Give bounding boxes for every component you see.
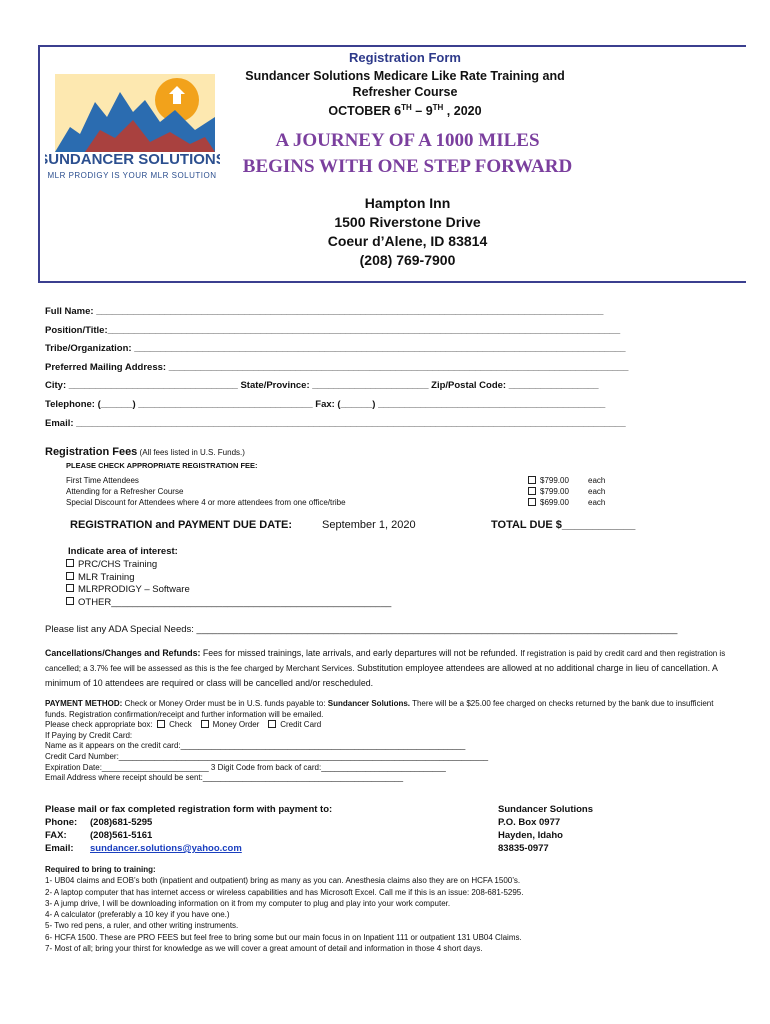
due-date-value: September 1, 2020	[322, 519, 416, 531]
checkbox-icon[interactable]	[201, 720, 209, 728]
list-item: 4- A calculator (preferably a 10 key if you have one.)	[45, 910, 230, 920]
card-expiration-field[interactable]: Expiration Date:________________________ 3 Digit Code from back of card:____________________________	[45, 762, 446, 772]
payment-method: PAYMENT METHOD: Check or Money Order must be in U.S. funds payable to: Sundancer Solutions. There will be a $25.00 fee charged on checks returned by the bank due to insufficient funds. Registration confirmation/receipt and further information will be emailed. Please check appropriate box: Check Money Order Credit Card If Paying by Credit Card: Name as it appears on the credit card:________________________________________________________________ Credit Card Number:___________________________________________________________________________________ Expiration Date:________________________ 3 Digit Code from back of card:____________________________ Email Address where receipt should be sent:_____________________________________________	[45, 699, 735, 784]
card-number-field[interactable]: Credit Card Number:___________________________________________________________________________________	[45, 751, 489, 761]
email-field[interactable]: Email: ________________________________________________________________________________________________________	[45, 418, 626, 429]
logo-tagline: MLR PRODIGY IS YOUR MLR SOLUTION	[47, 171, 217, 180]
list-item: 5- Two red pens, a ruler, and other writing instruments.	[45, 921, 239, 931]
interest-option[interactable]: MLR Training	[66, 572, 135, 583]
checkbox-icon	[66, 597, 74, 605]
list-item: 2- A laptop computer that has internet access or wireless capabilities and has Microsoft Excel. Call me if this is an issue: 208-681-5295.	[45, 887, 524, 897]
card-name-field[interactable]: Name as it appears on the credit card:________________________________________________________________	[45, 741, 466, 751]
checkbox-icon[interactable]	[157, 720, 165, 728]
interest-heading: Indicate area of interest:	[68, 546, 178, 557]
course-dates: OCTOBER 6TH – 9TH , 2020	[328, 103, 482, 119]
fee-row-label: Attending for a Refresher Course	[66, 487, 184, 496]
checkbox-icon	[528, 487, 536, 495]
due-date-label: REGISTRATION and PAYMENT DUE DATE:	[70, 519, 293, 531]
checkbox-icon	[66, 559, 74, 567]
fee-unit: each	[588, 476, 606, 485]
checkbox-icon	[66, 584, 74, 592]
city-state-zip-field[interactable]: City: ________________________________ State/Province: ______________________ Zip/Postal Code: _________________	[45, 380, 599, 391]
email-link[interactable]: sundancer.solutions@yahoo.com	[90, 843, 242, 854]
mail-instructions: Please mail or fax completed registration form with payment to: Phone: (208)681-5295 FAX: (208)561-5161 Email: sundancer.solutions@yahoo.com	[45, 804, 333, 854]
logo-name: SUNDANCER SOLUTIONS	[45, 151, 220, 168]
fee-row-label: First Time Attendees	[66, 476, 139, 485]
fee-unit: each	[588, 498, 606, 507]
checkbox-icon	[528, 476, 536, 484]
fee-option[interactable]: $799.00	[528, 487, 578, 496]
ada-needs-field[interactable]: Please list any ADA Special Needs: ___________________________________________________________________________________________	[45, 624, 678, 635]
form-title: Registration Form	[349, 50, 461, 65]
fee-option[interactable]: $699.00	[528, 498, 578, 507]
tribe-field[interactable]: Tribe/Organization: _____________________________________________________________________________________________	[45, 343, 626, 354]
checkbox-icon[interactable]	[268, 720, 276, 728]
mailing-address: Sundancer Solutions P.O. Box 0977 Hayden, Idaho 83835-0977	[498, 804, 594, 854]
venue-address: Hampton Inn 1500 Riverstone Drive Coeur d’Alene, ID 83814 (208) 769-7900	[327, 195, 488, 268]
list-item: 6- HCFA 1500. These are PRO FEES but feel free to bring some but our main focus in on Inpatient 111 or outpatient 131 UB04 Claims.	[45, 932, 522, 942]
checkbox-icon	[528, 498, 536, 506]
fees-heading: Registration Fees (All fees listed in U.S. Funds.)	[45, 446, 245, 458]
fee-option[interactable]: $799.00	[528, 476, 578, 485]
interest-option[interactable]: PRC/CHS Training	[66, 559, 157, 570]
interest-option[interactable]: MLRPRODIGY – Software	[66, 584, 190, 595]
checkbox-icon	[66, 572, 74, 580]
total-due-field[interactable]: TOTAL DUE $____________	[491, 519, 636, 531]
full-name-field[interactable]: Full Name: ________________________________________________________________________________________________	[45, 306, 604, 317]
sundancer-logo	[45, 72, 220, 182]
interest-option[interactable]: OTHER_____________________________________________________	[66, 597, 391, 608]
receipt-email-field[interactable]: Email Address where receipt should be sent:_____________________________________________	[45, 773, 404, 783]
course-title: Sundancer Solutions Medicare Like Rate Training and Refresher Course OCTOBER 6TH – 9TH , 2020	[210, 68, 600, 119]
slogan: A JOURNEY OF A 1000 MILES BEGINS WITH ONE STEP FORWARD	[242, 130, 573, 177]
fees-subheading: PLEASE CHECK APPROPRIATE REGISTRATION FEE:	[66, 461, 258, 470]
fee-unit: each	[588, 487, 606, 496]
fee-row-label: Special Discount for Attendees where 4 or more attendees from one office/tribe	[66, 498, 346, 507]
list-item: 1- UB04 claims and EOB’s both (inpatient and outpatient) bring as many as you can. Anesthesia claims also they are on HCFA 1500’s.	[45, 876, 521, 886]
required-items: Required to bring to training: 1- UB04 claims and EOB’s both (inpatient and outpatient) bring as many as you can. Anesthesia claims also they are on HCFA 1500’s. 2- A laptop computer that has internet access or wireless capabilities and has Microsoft Excel. Call me if this is an issue: 208-681-5295. 3- A jump drive, I will be downloading information on it from my computer to plug and play into your work computer. 4- A calculator (preferably a 10 key if you have one.) 5- Two red pens, a ruler, and other writing instruments. 6- HCFA 1500. These are PRO FEES but feel free to bring some but our main focus in on Inpatient 111 or outpatient 131 UB04 Claims. 7- Most of all; bring your thirst for knowledge as we will cover a great amount of detail and information in those 4 short days.	[45, 864, 735, 954]
telephone-fax-field[interactable]: Telephone: (______) _________________________________ Fax: (______) ___________________________________________	[45, 399, 606, 410]
payment-options: Please check appropriate box: Check Money Order Credit Card	[45, 720, 322, 730]
position-field[interactable]: Position/Title:_________________________________________________________________________________________________	[45, 325, 621, 336]
list-item: 7- Most of all; bring your thirst for knowledge as we will cover a great amount of detail and information in those 4 short days.	[45, 944, 483, 954]
list-item: 3- A jump drive, I will be downloading information on it from my computer to plug and play into your work computer.	[45, 898, 451, 908]
mailing-address-field[interactable]: Preferred Mailing Address: _______________________________________________________________________________________	[45, 362, 629, 373]
cancellation-policy: Cancellations/Changes and Refunds: Fees for missed trainings, late arrivals, and early departures will not be refunded. If registration is paid by credit card and then registration is cancelled; a 3.7% fee will be assessed as this is the fee charged by Merchant Services. Substitution employee attendees are allowed at no additional charge in lieu of cancellation. A minimum of 10 attendees are required or class will be cancelled and/or rescheduled.	[45, 648, 726, 688]
